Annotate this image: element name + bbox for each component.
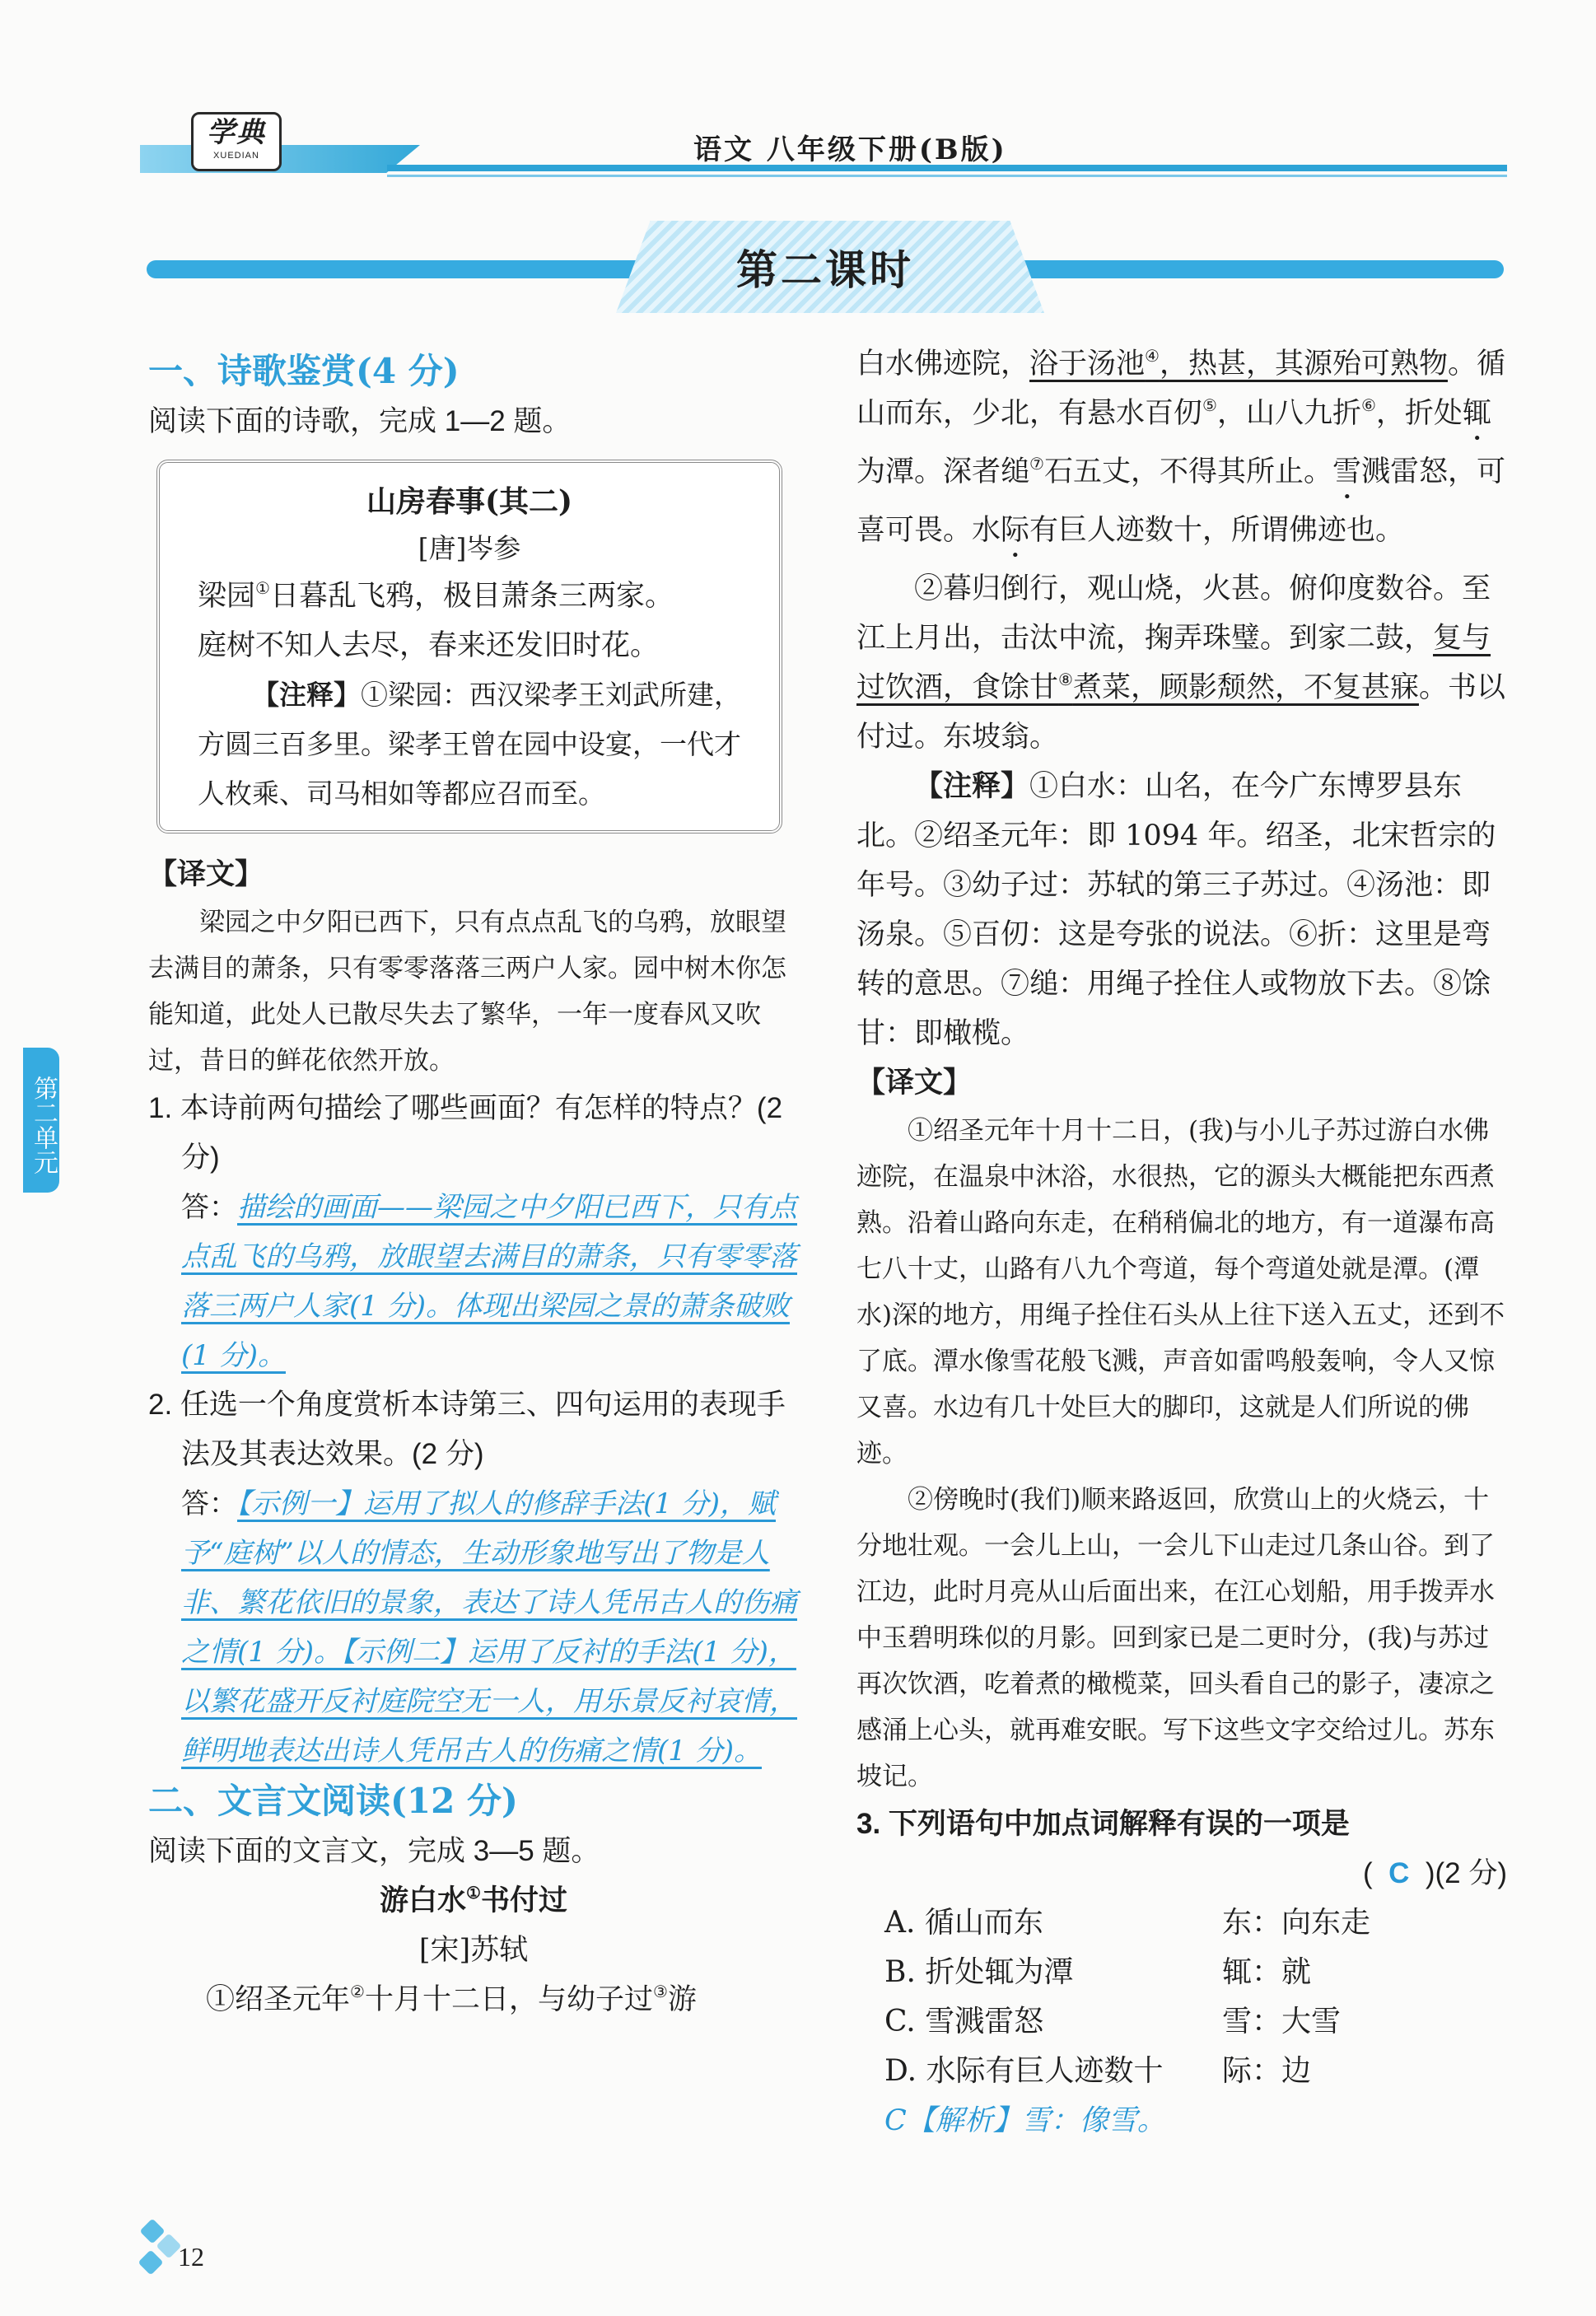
page-number-block: [140, 2217, 239, 2283]
footnote-mark: ①: [255, 578, 270, 598]
essay-start-b: 十月十二日，与幼子过: [364, 1983, 653, 2016]
poem-line-1-a: 梁园: [198, 580, 256, 613]
dotted-word: 雪: [1332, 455, 1361, 488]
page-number: 12: [178, 2242, 204, 2272]
poem-translation: 梁园之中夕阳已西下，只有点点乱飞的乌鸦，放眼望去满目的萧条，只有零零落落三两户人家。园中树木你怎能知道，此处人已散尽失去了繁华，一年一度春风又吹过，昔日的鲜花依然开放。: [148, 908, 786, 1076]
option-gloss: 雪：大雪: [1222, 2005, 1342, 2038]
poem-line-2: 庭树不知人去尽，春来还发旧时花。: [198, 629, 660, 662]
poem-line-1: [198, 572, 741, 621]
option-text: A. 循山而东: [884, 1906, 1043, 1940]
p1-underlined: [1029, 348, 1448, 381]
lesson-title: 第二课时: [736, 245, 914, 294]
section-1-title: 一、诗歌鉴赏(4 分): [148, 351, 460, 391]
translation-tag: 【译文】: [148, 857, 264, 891]
answer-2-text: 【示例一】运用了拟人的修辞手法(1 分)，赋予“庭树”以人的情态，生动形象地写出了物是人非、繁花依旧的景象，表达了诗人凭吊古人的伤痛之情(1 分)。【示例二】运用了反衬的手法(1 分)，以繁花盛开反衬庭院空无一人，用乐景反衬哀情，鲜明地表达出诗人凭吊古人的伤痛之情(1 分)。: [181, 1487, 797, 1767]
option-d: [856, 2047, 1507, 2096]
option-gloss: 东：向东走: [1222, 1906, 1371, 1940]
book-title: 语文 八年级下册(B版): [693, 133, 1007, 166]
page-header: [140, 105, 1507, 188]
p1-g: 溅雷怒，可喜可畏。水: [856, 455, 1505, 547]
option-text: C. 雪溅雷怒: [884, 2005, 1044, 2038]
essay-author: [宋]苏轼: [418, 1934, 529, 1967]
question-3-answer-line: [856, 1849, 1507, 1898]
option-c: [856, 1997, 1507, 2047]
option-gloss: 辄：就: [1222, 1955, 1312, 1989]
option-b: [856, 1948, 1507, 1997]
header-rule-thin: [387, 175, 1507, 177]
question-2: 2. 任选一个角度赏析本诗第三、四句运用的表现手法及其表达效果。(2 分): [148, 1389, 786, 1470]
question-3-answer: C: [1388, 1857, 1410, 1889]
dotted-word: 辄: [1462, 397, 1491, 430]
essay-notes: [856, 762, 1507, 1058]
footnote-mark: ⑥: [1360, 395, 1376, 415]
option-a: [856, 1898, 1507, 1948]
note-text: ①梁园：西汉梁孝王刘武所建，方圆三百多里。梁孝王曾在园中设宴，一代才人枚乘、司马相如等都应召而至。: [198, 679, 741, 810]
p2-b: 。书以付过。东坡翁。: [856, 671, 1505, 754]
logo-text: 学典: [207, 116, 266, 149]
p2-u-b: 煮菜，顾影颓然，不复甚寐: [1072, 671, 1419, 704]
footnote-mark: ⑧: [1058, 670, 1073, 689]
section-1-intro: 阅读下面的诗歌，完成 1—2 题。: [148, 405, 572, 437]
footnote-mark: ②: [350, 1982, 365, 2001]
answer-prefix: 答：: [181, 1488, 237, 1520]
poem-note: [198, 670, 741, 819]
left-column: [148, 346, 799, 2024]
p1-u1a: 浴于汤池: [1029, 348, 1146, 381]
p2-u-a: 复与过饮酒，食馀甘: [856, 622, 1491, 704]
publisher-logo: [191, 112, 282, 171]
essay-title: [148, 1876, 799, 1926]
paren-close: )(2 分): [1425, 1857, 1507, 1889]
p1-f: 石五丈，不得其所止。: [1043, 455, 1332, 488]
answer-prefix: 答：: [181, 1192, 237, 1223]
essay-title-b: 书付过: [480, 1884, 567, 1917]
option-text: D. 水际有巨人迹数十: [884, 2054, 1164, 2088]
p1-c: ，山八九折: [1216, 397, 1361, 430]
essay-start-c: 游: [667, 1983, 697, 2016]
essay-start-a: ①绍圣元年: [206, 1983, 351, 2016]
decor-diamond: [138, 2249, 163, 2275]
note-tag: 【注释】: [914, 769, 1030, 803]
essay-paragraph-1: [856, 339, 1507, 564]
note-tag: 【注释】: [252, 679, 361, 711]
p1-e: 为潭。深者缒: [856, 455, 1030, 488]
footnote-mark: ①: [466, 1883, 481, 1903]
right-column: [856, 339, 1507, 2146]
essay-translation-2: ②傍晚时(我们)顺来路返回，欣赏山上的火烧云，十分地壮观。一会儿上山，一会儿下山走过几条山谷。到了江边，此时月亮从山后面出来，在江心划船，用手拨弄水中玉碧明珠似的月影。回到家已是二更时分，(我)与苏过再次饮酒，吃着煮的橄榄菜，回头看自己的影子，凄凉之感涌上心头，就再难安眠。写下这些文字交给过儿。苏东坡记。: [856, 1485, 1495, 1791]
p2-a: ②暮归倒行，观山烧，火甚。俯仰度数谷。至江上月出，击汰中流，掬弄珠璧。到家二鼓，: [856, 572, 1491, 655]
section-2-intro: 阅读下面的文言文，完成 3—5 题。: [148, 1835, 600, 1867]
footnote-mark: ③: [652, 1982, 668, 2001]
dotted-word: 际: [1001, 514, 1030, 547]
p1-b: 。循山而东，少北，有悬水百仞: [856, 348, 1505, 430]
logo-subtext: XUEDIAN: [213, 151, 259, 161]
paren-open: (: [1363, 1857, 1373, 1889]
essay-translation-1: ①绍圣元年十月十二日，(我)与小儿子苏过游白水佛迹院，在温泉中沐浴，水很热，它的源头大概能把东西煮熟。沿着山路向东走，在稍稍偏北的地方，有一道瀑布高七八十丈，山路有八九个弯道，每个弯道处就是潭。(潭水)深的地方，用绳子拴住石头从上往下送入五丈，还到不了底。潭水像雪花般飞溅，声音如雷鸣般轰响，令人又惊又喜。水边有几十处巨大的脚印，这就是人们所说的佛迹。: [856, 1116, 1505, 1469]
option-text: B. 折处辄为潭: [884, 1955, 1074, 1989]
unit-side-tab: 第二单元: [23, 1048, 59, 1193]
p1-u1b: ，热甚，其源殆可熟物: [1159, 348, 1448, 381]
question-3-analysis: C【解析】雪：像雪。: [884, 2104, 1166, 2137]
p1-d: ，折处: [1375, 397, 1463, 430]
footnote-mark: ⑦: [1029, 454, 1044, 474]
footnote-mark: ④: [1145, 346, 1160, 366]
option-gloss: 际：边: [1222, 2054, 1312, 2088]
answer-1: [148, 1183, 799, 1380]
answer-1-text: 描绘的画面——梁园之中夕阳已西下，只有点点乱飞的乌鸦，放眼望去满目的萧条，只有零零落落三两户人家(1 分)。体现出梁园之景的萧条破败(1 分)。: [181, 1191, 797, 1372]
note-text: ①白水：山名，在今广东博罗县东北。②绍圣元年：即 1094 年。绍圣，北宋哲宗的年号。③幼子过：苏轼的第三子苏过。④汤池：即汤泉。⑤百仞：这是夸张的说法。⑥折：这里是弯转的意思。⑦缒：用绳子拴住人或物放下去。⑧馀甘：即橄榄。: [856, 770, 1496, 1050]
essay-start: [148, 1975, 799, 2024]
poem-title: 山房春事(其二): [366, 484, 573, 519]
essay-title-a: 游白水: [380, 1884, 467, 1917]
question-3: 3. 下列语句中加点词解释有误的一项是: [856, 1808, 1350, 1840]
p1-h: 有巨人迹数十，所谓佛迹也。: [1029, 514, 1405, 547]
essay-paragraph-2: [856, 564, 1507, 762]
poem-box: [156, 460, 782, 833]
poem-line-1-b: 日暮乱飞鸦，极目萧条三两家。: [269, 580, 674, 613]
answer-2: [148, 1479, 799, 1776]
question-1: 1. 本诗前两句描绘了哪些画面？有怎样的特点？(2 分): [148, 1092, 783, 1174]
lesson-banner: [147, 221, 1504, 311]
poem-author: [唐]岑参: [418, 532, 521, 564]
translation-tag: 【译文】: [856, 1066, 973, 1100]
section-2-title: 二、文言文阅读(12 分): [148, 1781, 518, 1821]
p1-a: 白水佛迹院，: [856, 348, 1030, 381]
footnote-mark: ⑤: [1202, 395, 1217, 415]
